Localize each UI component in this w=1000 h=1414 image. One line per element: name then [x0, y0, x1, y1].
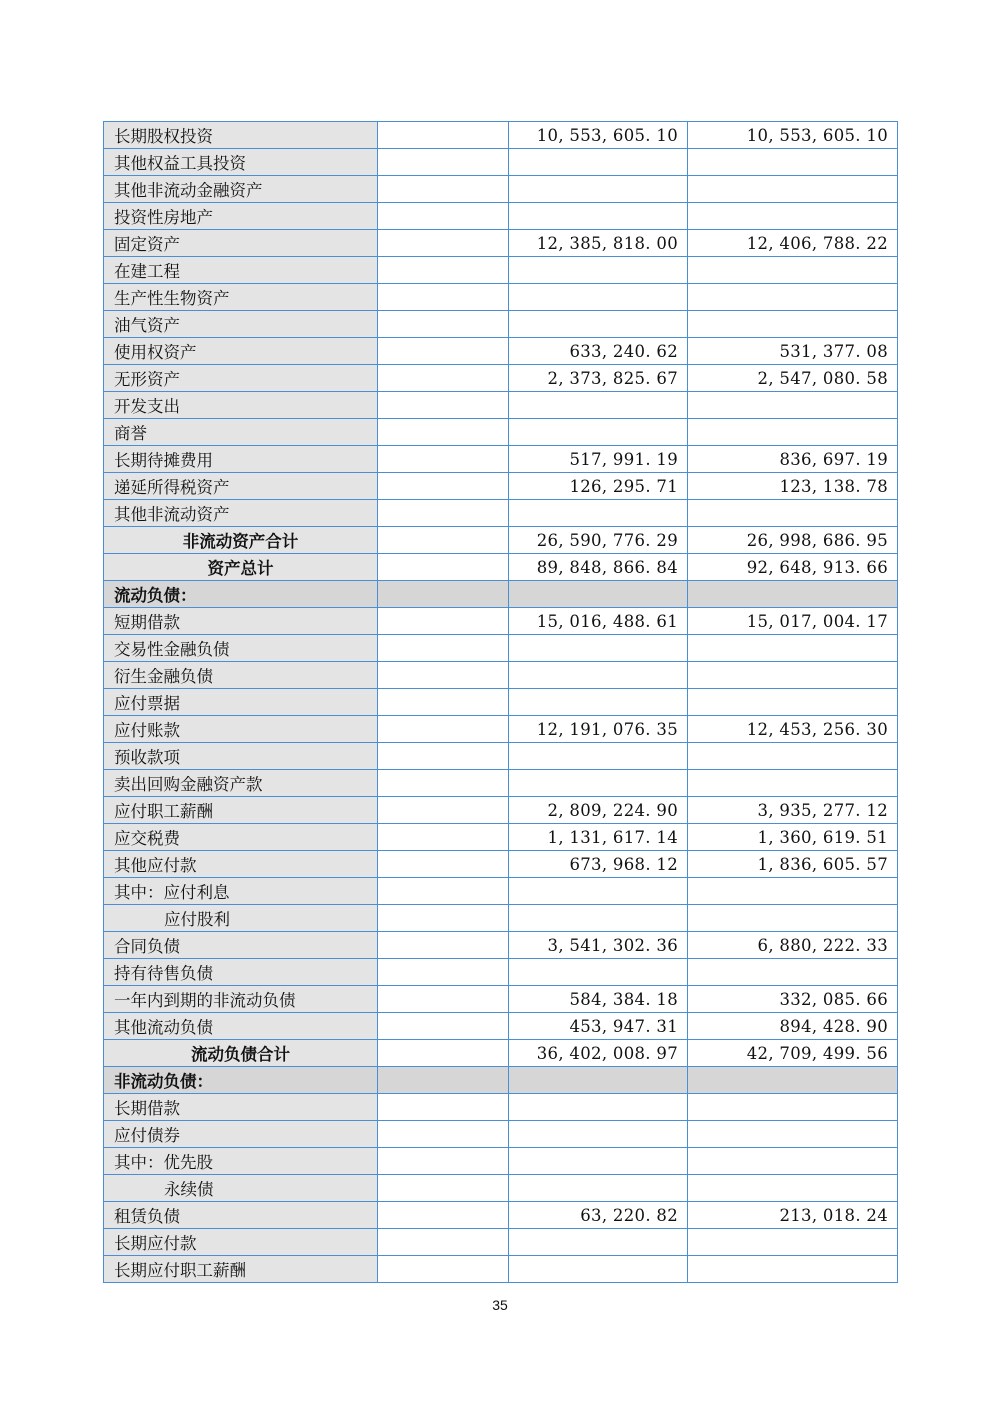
prior-period-value: 10, 553, 605. 10 [688, 122, 898, 149]
row-label: 卖出回购金融资产款 [104, 770, 378, 797]
current-period-value [509, 203, 688, 230]
table-row [104, 1202, 898, 1229]
note-cell [378, 1013, 509, 1040]
prior-period-value [688, 203, 898, 230]
prior-period-value: 213, 018. 24 [688, 1202, 898, 1229]
table-row [104, 743, 898, 770]
current-period-value: 673, 968. 12 [509, 851, 688, 878]
note-cell [378, 635, 509, 662]
prior-period-value: 2, 547, 080. 58 [688, 365, 898, 392]
note-cell [378, 608, 509, 635]
table-row [104, 1013, 898, 1040]
table-row [104, 851, 898, 878]
row-label: 递延所得税资产 [104, 473, 378, 500]
table-row [104, 446, 898, 473]
prior-period-value [688, 878, 898, 905]
table-row [104, 716, 898, 743]
row-label: 流动负债合计 [104, 1040, 378, 1067]
table-row [104, 257, 898, 284]
row-label: 生产性生物资产 [104, 284, 378, 311]
table-row [104, 473, 898, 500]
table-row [104, 1175, 898, 1202]
row-label: 应交税费 [104, 824, 378, 851]
current-period-value [509, 878, 688, 905]
current-period-value [509, 689, 688, 716]
note-cell [378, 689, 509, 716]
current-period-value: 36, 402, 008. 97 [509, 1040, 688, 1067]
note-cell [378, 1202, 509, 1229]
note-cell [378, 122, 509, 149]
table-row [104, 1256, 898, 1283]
row-label: 持有待售负债 [104, 959, 378, 986]
table-row [104, 284, 898, 311]
current-period-value [509, 1094, 688, 1121]
note-cell [378, 527, 509, 554]
prior-period-value: 26, 998, 686. 95 [688, 527, 898, 554]
prior-period-value: 12, 453, 256. 30 [688, 716, 898, 743]
note-cell [378, 743, 509, 770]
prior-period-value: 894, 428. 90 [688, 1013, 898, 1040]
row-label: 使用权资产 [104, 338, 378, 365]
current-period-value [509, 1148, 688, 1175]
note-cell [378, 1067, 509, 1094]
prior-period-value [688, 1256, 898, 1283]
current-period-value [509, 311, 688, 338]
current-period-value: 26, 590, 776. 29 [509, 527, 688, 554]
row-label: 其中：优先股 [104, 1148, 378, 1175]
note-cell [378, 986, 509, 1013]
note-cell [378, 851, 509, 878]
current-period-value [509, 176, 688, 203]
table-row [104, 608, 898, 635]
prior-period-value [688, 689, 898, 716]
current-period-value: 89, 848, 866. 84 [509, 554, 688, 581]
current-period-value: 63, 220. 82 [509, 1202, 688, 1229]
current-period-value [509, 959, 688, 986]
row-label: 其他非流动资产 [104, 500, 378, 527]
note-cell [378, 311, 509, 338]
row-label: 长期应付款 [104, 1229, 378, 1256]
note-cell [378, 797, 509, 824]
table-row [104, 338, 898, 365]
table-row [104, 932, 898, 959]
current-period-value [509, 284, 688, 311]
note-cell [378, 554, 509, 581]
table-row [104, 311, 898, 338]
table-row [104, 1121, 898, 1148]
current-period-value: 12, 191, 076. 35 [509, 716, 688, 743]
note-cell [378, 1256, 509, 1283]
row-label: 其他非流动金融资产 [104, 176, 378, 203]
table-row [104, 797, 898, 824]
row-label: 长期股权投资 [104, 122, 378, 149]
row-label: 长期待摊费用 [104, 446, 378, 473]
current-period-value: 584, 384. 18 [509, 986, 688, 1013]
table-row [104, 905, 898, 932]
prior-period-value: 123, 138. 78 [688, 473, 898, 500]
current-period-value [509, 149, 688, 176]
prior-period-value [688, 176, 898, 203]
table-row [104, 230, 898, 257]
note-cell [378, 446, 509, 473]
current-period-value [509, 1121, 688, 1148]
prior-period-value [688, 284, 898, 311]
current-period-value: 10, 553, 605. 10 [509, 122, 688, 149]
prior-period-value [688, 1148, 898, 1175]
current-period-value [509, 743, 688, 770]
prior-period-value: 1, 360, 619. 51 [688, 824, 898, 851]
row-label: 投资性房地产 [104, 203, 378, 230]
table-row [104, 635, 898, 662]
table-row [104, 527, 898, 554]
prior-period-value [688, 581, 898, 608]
prior-period-value: 42, 709, 499. 56 [688, 1040, 898, 1067]
prior-period-value [688, 662, 898, 689]
current-period-value [509, 905, 688, 932]
row-label: 其他应付款 [104, 851, 378, 878]
prior-period-value [688, 1121, 898, 1148]
current-period-value [509, 635, 688, 662]
prior-period-value [688, 1175, 898, 1202]
note-cell [378, 824, 509, 851]
table-row [104, 392, 898, 419]
note-cell [378, 284, 509, 311]
note-cell [378, 581, 509, 608]
note-cell [378, 905, 509, 932]
table-row [104, 1040, 898, 1067]
current-period-value [509, 581, 688, 608]
note-cell [378, 662, 509, 689]
table-row [104, 581, 898, 608]
row-label: 衍生金融负债 [104, 662, 378, 689]
prior-period-value [688, 257, 898, 284]
prior-period-value [688, 1094, 898, 1121]
prior-period-value: 92, 648, 913. 66 [688, 554, 898, 581]
prior-period-value [688, 743, 898, 770]
row-label: 在建工程 [104, 257, 378, 284]
prior-period-value [688, 500, 898, 527]
row-label: 一年内到期的非流动负债 [104, 986, 378, 1013]
note-cell [378, 1148, 509, 1175]
note-cell [378, 149, 509, 176]
table-row [104, 770, 898, 797]
table-row [104, 554, 898, 581]
note-cell [378, 878, 509, 905]
note-cell [378, 959, 509, 986]
row-label: 应付股利 [104, 905, 378, 932]
note-cell [378, 365, 509, 392]
current-period-value [509, 770, 688, 797]
row-label: 流动负债： [104, 581, 378, 608]
row-label: 租赁负债 [104, 1202, 378, 1229]
note-cell [378, 473, 509, 500]
prior-period-value: 531, 377. 08 [688, 338, 898, 365]
row-label: 应付票据 [104, 689, 378, 716]
row-label: 应付账款 [104, 716, 378, 743]
table-row [104, 1067, 898, 1094]
current-period-value: 15, 016, 488. 61 [509, 608, 688, 635]
note-cell [378, 392, 509, 419]
row-label: 预收款项 [104, 743, 378, 770]
current-period-value: 633, 240. 62 [509, 338, 688, 365]
row-label: 油气资产 [104, 311, 378, 338]
current-period-value: 126, 295. 71 [509, 473, 688, 500]
prior-period-value [688, 392, 898, 419]
current-period-value [509, 662, 688, 689]
note-cell [378, 1121, 509, 1148]
current-period-value [509, 1067, 688, 1094]
note-cell [378, 932, 509, 959]
current-period-value: 1, 131, 617. 14 [509, 824, 688, 851]
table-row [104, 824, 898, 851]
table-row [104, 149, 898, 176]
note-cell [378, 338, 509, 365]
table-row [104, 176, 898, 203]
note-cell [378, 230, 509, 257]
current-period-value: 517, 991. 19 [509, 446, 688, 473]
row-label: 长期应付职工薪酬 [104, 1256, 378, 1283]
prior-period-value [688, 149, 898, 176]
table-row [104, 1094, 898, 1121]
note-cell [378, 1094, 509, 1121]
prior-period-value: 3, 935, 277. 12 [688, 797, 898, 824]
prior-period-value [688, 635, 898, 662]
row-label: 资产总计 [104, 554, 378, 581]
prior-period-value [688, 311, 898, 338]
note-cell [378, 176, 509, 203]
row-label: 永续债 [104, 1175, 378, 1202]
prior-period-value: 1, 836, 605. 57 [688, 851, 898, 878]
current-period-value [509, 419, 688, 446]
table-row [104, 662, 898, 689]
prior-period-value: 15, 017, 004. 17 [688, 608, 898, 635]
table-row [104, 1148, 898, 1175]
row-label: 交易性金融负债 [104, 635, 378, 662]
current-period-value: 2, 809, 224. 90 [509, 797, 688, 824]
prior-period-value: 6, 880, 222. 33 [688, 932, 898, 959]
row-label: 非流动负债： [104, 1067, 378, 1094]
table-row [104, 1229, 898, 1256]
current-period-value: 453, 947. 31 [509, 1013, 688, 1040]
table-row [104, 500, 898, 527]
note-cell [378, 203, 509, 230]
note-cell [378, 1040, 509, 1067]
current-period-value [509, 1229, 688, 1256]
row-label: 非流动资产合计 [104, 527, 378, 554]
row-label: 其他流动负债 [104, 1013, 378, 1040]
prior-period-value [688, 770, 898, 797]
current-period-value [509, 257, 688, 284]
table-row [104, 689, 898, 716]
prior-period-value [688, 1229, 898, 1256]
table-row [104, 419, 898, 446]
prior-period-value: 12, 406, 788. 22 [688, 230, 898, 257]
table-row [104, 878, 898, 905]
current-period-value [509, 1175, 688, 1202]
row-label: 商誉 [104, 419, 378, 446]
page-number: 35 [492, 1297, 508, 1313]
table-row [104, 203, 898, 230]
prior-period-value: 332, 085. 66 [688, 986, 898, 1013]
note-cell [378, 500, 509, 527]
balance-sheet-table [103, 121, 898, 1283]
row-label: 其他权益工具投资 [104, 149, 378, 176]
row-label: 合同负债 [104, 932, 378, 959]
note-cell [378, 1175, 509, 1202]
row-label: 应付债券 [104, 1121, 378, 1148]
table-row [104, 365, 898, 392]
row-label: 短期借款 [104, 608, 378, 635]
current-period-value: 12, 385, 818. 00 [509, 230, 688, 257]
note-cell [378, 770, 509, 797]
row-label: 无形资产 [104, 365, 378, 392]
prior-period-value [688, 419, 898, 446]
table-row [104, 122, 898, 149]
note-cell [378, 257, 509, 284]
row-label: 其中：应付利息 [104, 878, 378, 905]
row-label: 固定资产 [104, 230, 378, 257]
balance-sheet-body [104, 122, 898, 1283]
table-row [104, 959, 898, 986]
prior-period-value [688, 905, 898, 932]
row-label: 应付职工薪酬 [104, 797, 378, 824]
prior-period-value [688, 1067, 898, 1094]
current-period-value: 2, 373, 825. 67 [509, 365, 688, 392]
note-cell [378, 419, 509, 446]
note-cell [378, 1229, 509, 1256]
table-row [104, 986, 898, 1013]
current-period-value: 3, 541, 302. 36 [509, 932, 688, 959]
current-period-value [509, 500, 688, 527]
prior-period-value: 836, 697. 19 [688, 446, 898, 473]
current-period-value [509, 1256, 688, 1283]
note-cell [378, 716, 509, 743]
prior-period-value [688, 959, 898, 986]
row-label: 长期借款 [104, 1094, 378, 1121]
row-label: 开发支出 [104, 392, 378, 419]
current-period-value [509, 392, 688, 419]
